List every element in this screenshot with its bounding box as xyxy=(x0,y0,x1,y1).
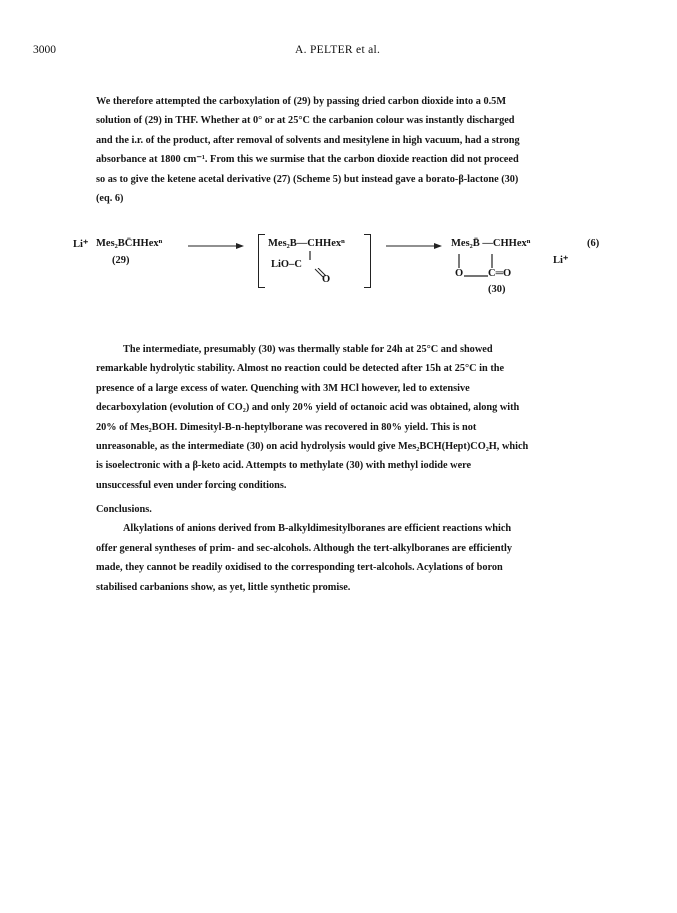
conclusions-section xyxy=(96,500,602,597)
reactant-formula: Mes₂BC̄HHexⁿ xyxy=(96,238,163,249)
text-line: solution of (29) in THF. Whether at 0° or at 25°C the carbanion colour was instantly discharged xyxy=(96,115,515,127)
bond-line xyxy=(308,251,312,261)
paragraph-1 xyxy=(96,92,602,208)
text-line: is isoelectronic with a β-keto acid. Attempts to methylate (30) with methyl iodide were xyxy=(96,460,472,472)
intermediate-top: Mes₂B—CHHexⁿ xyxy=(268,238,345,249)
text-line: Alkylations of anions derived from B-alkyldimesitylboranes are efficient reactions which xyxy=(123,523,512,535)
running-title: A. PELTER et al. xyxy=(295,44,381,56)
equation-number: (6) xyxy=(587,238,600,249)
right-bracket xyxy=(364,234,371,288)
text-line: and the i.r. of the product, after removal of solvents and mesitylene in high vacuum, had a strong xyxy=(96,134,520,146)
reactant-label: (29) xyxy=(112,255,130,266)
page-number: 3000 xyxy=(33,44,56,56)
text-line: offer general syntheses of prim- and sec-alcohols. Although the tert-alkylboranes are efficiently xyxy=(96,542,513,554)
product-top: Mes₂B̄ —CHHexⁿ xyxy=(451,238,531,249)
reaction-arrow xyxy=(384,240,444,252)
text-line: The intermediate, presumably (30) was thermally stable for 24h at 25°C and showed xyxy=(123,344,493,355)
equation-6 xyxy=(0,232,677,302)
text-line: stabilised carbanions show, as yet, little synthetic promise. xyxy=(96,581,351,593)
left-bracket xyxy=(258,234,265,288)
text-line: unreasonable, as the intermediate (30) on acid hydrolysis would give Mes₂BCH(Hept)CO₂H, which xyxy=(96,441,529,453)
conclusions-heading: Conclusions. xyxy=(96,504,152,515)
intermediate-bottom: LiO–C xyxy=(271,259,302,270)
product-carbonyl: C═O xyxy=(488,268,512,279)
text-line: absorbance at 1800 cm⁻¹. From this we surmise that the carbon dioxide reaction did not proceed xyxy=(96,154,519,166)
text-line: (eq. 6) xyxy=(96,193,124,205)
product-li: Li⁺ xyxy=(553,255,569,266)
text-line: 20% of Mes₂BOH. Dimesityl-B-n-heptylborane was recovered in 80% yield. This is not xyxy=(96,421,477,433)
product-o: O xyxy=(455,268,464,279)
paragraph-2 xyxy=(96,340,602,495)
reaction-arrow xyxy=(186,240,246,252)
text-line: unsuccessful even under forcing conditions. xyxy=(96,479,287,491)
intermediate-o: O xyxy=(322,274,331,285)
text-line: decarboxylation (evolution of CO₂) and only 20% yield of octanoic acid was obtained, along with xyxy=(96,402,520,414)
text-line: We therefore attempted the carboxylation of (29) by passing dried carbon dioxide into a 0.5M xyxy=(96,96,507,107)
text-line: remarkable hydrolytic stability. Almost no reaction could be detected after 15h at 25°C in the xyxy=(96,363,505,375)
text-line: made, they cannot be readily oxidised to the corresponding tert-alcohols. Acylations of boron xyxy=(96,562,503,574)
text-line: presence of a large excess of water. Quenching with 3M HCl however, led to extensive xyxy=(96,382,470,394)
ring-bond xyxy=(464,275,490,279)
text-line: so as to give the ketene acetal derivative (27) (Scheme 5) but instead gave a borato-β-lactone (30) xyxy=(96,173,519,185)
reactant-li: Li⁺ xyxy=(73,239,89,250)
product-label: (30) xyxy=(488,284,506,295)
